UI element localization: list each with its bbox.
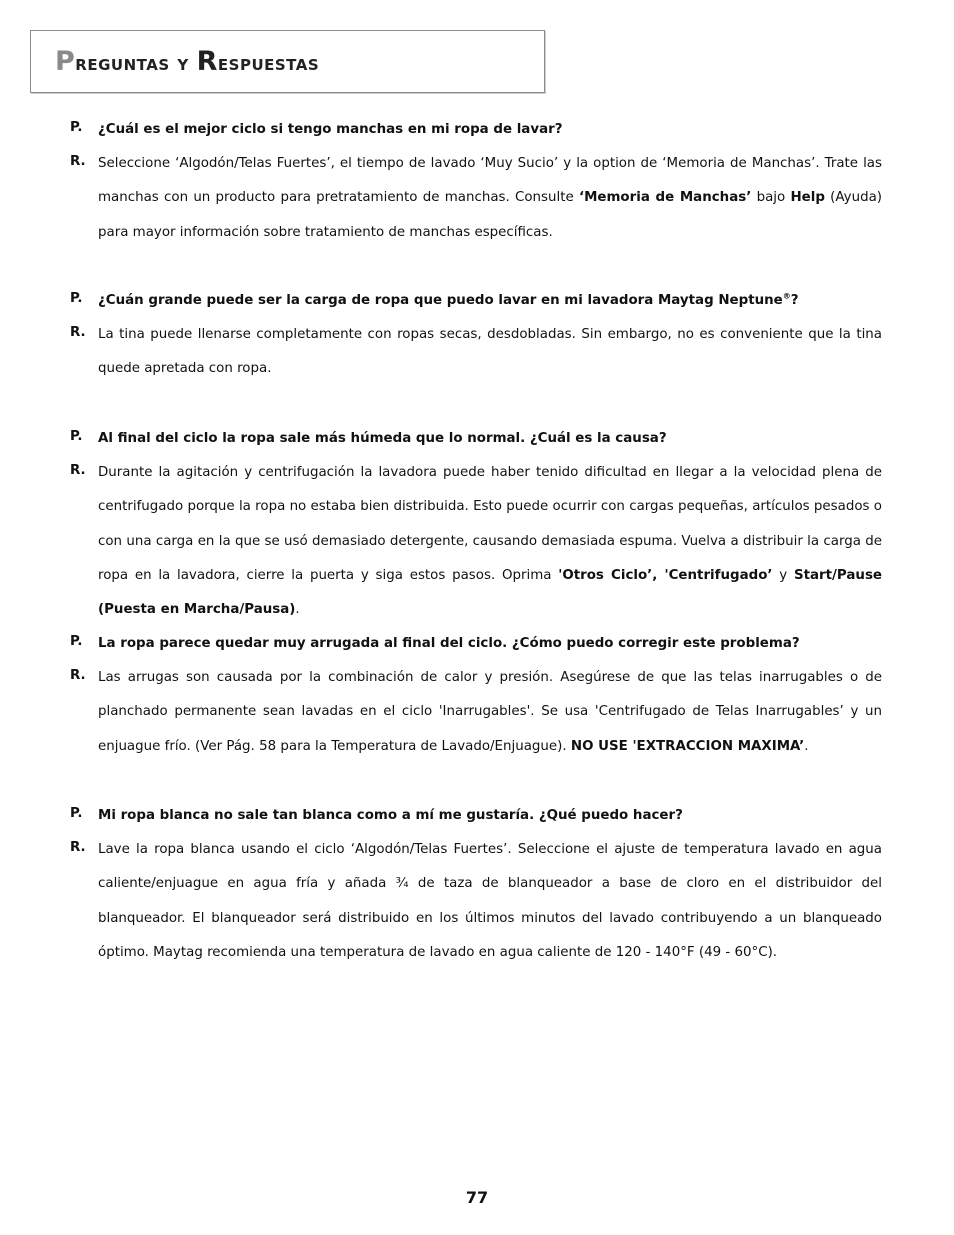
answer-text-part: Durante la agitación y centrifugación la lavadora puede haber tenido dificultad en llegar a la velocidad plena de centrifugado porque la ropa no estaba bien distribuida. Esto puede ocurrir con cargas pequeñas, artículos pesados o con una carga en la que se usó demasiado detergente, causando demasiada espuma. Vuelva a distribuir la carga de ropa en la lavadora, cierre la puerta y siga estos pasos. Oprima bbox=[98, 465, 882, 583]
answer-row bbox=[70, 456, 882, 627]
title-box bbox=[30, 30, 545, 93]
title-word-2: espuestas bbox=[217, 51, 320, 75]
question-row bbox=[70, 806, 882, 826]
title-initial-r: R bbox=[196, 46, 218, 77]
answer-label: R. bbox=[70, 840, 86, 855]
qa-item-4 bbox=[70, 634, 882, 764]
answer-text: La tina puede llenarse completamente con ropas secas, desdobladas. Sin embargo, no es conveniente que la tina quede apretada con ropa. bbox=[98, 327, 882, 377]
page-title bbox=[55, 46, 319, 77]
answer-label: R. bbox=[70, 325, 86, 340]
answer-row bbox=[70, 147, 882, 250]
question-label: P. bbox=[70, 806, 83, 821]
question-row bbox=[70, 291, 882, 311]
answer-text-part: Las arrugas son causada por la combinación de calor y presión. Asegúrese de que las telas inarrugables o de planchado permanente sean lavadas en el ciclo 'Inarrugables'. Se usa 'Centrifugado de Telas Inarrugables’ y un enjuague frío. (Ver Pág. 58 para la Temperatura de Lavado/Enjuague). bbox=[98, 670, 882, 754]
answer-emphasis: NO USE 'EXTRACCION MAXIMA’ bbox=[570, 738, 805, 754]
qa-item-2 bbox=[70, 291, 882, 387]
answer-text-part: . bbox=[804, 738, 809, 754]
question-label: P. bbox=[70, 634, 83, 649]
question-text: La ropa parece quedar muy arrugada al final del ciclo. ¿Cómo puedo corregir este problema? bbox=[98, 636, 800, 651]
title-word-1: reguntas y bbox=[75, 51, 197, 75]
answer-emphasis: 'Otros Ciclo’, 'Centrifugado’ bbox=[558, 567, 773, 583]
answer-text bbox=[98, 147, 882, 250]
question-row bbox=[70, 429, 882, 449]
qa-item-5 bbox=[70, 806, 882, 970]
answer-emphasis: Start/Pause (Puesta en Marcha/Pausa) bbox=[98, 567, 882, 618]
answer-emphasis: Help bbox=[790, 190, 825, 206]
question-row bbox=[70, 634, 882, 654]
answer-row bbox=[70, 833, 882, 970]
question-text-part: ¿Cuán grande puede ser la carga de ropa que puedo lavar en mi lavadora Maytag Neptune bbox=[98, 293, 783, 308]
answer-text: Lave la ropa blanca usando el ciclo ‘Algodón/Telas Fuertes’. Seleccione el ajuste de temperatura lavado en agua caliente/enjuague en agua fría y añada ¾ de taza de blanqueador a base de cloro en el distribuidor del blanqueador. El blanqueador será distribuido en los últimos minutos del lavado contribuyendo a un blanqueado óptimo. Maytag recomienda una temperatura de lavado en agua caliente de 120 - 140°F (49 - 60°C). bbox=[98, 842, 882, 960]
answer-text-part: (Ayuda) para mayor información sobre tratamiento de manchas específicas. bbox=[98, 190, 882, 240]
answer-text bbox=[98, 456, 882, 627]
answer-text-part: . bbox=[295, 602, 300, 618]
question-label: P. bbox=[70, 291, 83, 306]
question-text: Mi ropa blanca no sale tan blanca como a mí me gustaría. ¿Qué puedo hacer? bbox=[98, 808, 683, 823]
answer-label: R. bbox=[70, 154, 86, 169]
answer-text-part: Seleccione ‘Algodón/Telas Fuertes’, el tiempo de lavado ‘Muy Sucio’ y la option de ‘Memoria de Manchas’. Trate las manchas con un producto para pretratamiento de manchas. Consulte bbox=[98, 156, 882, 206]
answer-label: R. bbox=[70, 668, 86, 683]
answer-row bbox=[70, 661, 882, 764]
title-initial-p: P bbox=[55, 46, 76, 77]
answer-text bbox=[98, 661, 882, 764]
registered-mark: ® bbox=[782, 291, 791, 301]
qa-item-1 bbox=[70, 120, 882, 250]
answer-emphasis: ‘Memoria de Manchas’ bbox=[578, 190, 752, 206]
question-text-part: ? bbox=[790, 293, 799, 308]
question-text: ¿Cuál es el mejor ciclo si tengo manchas en mi ropa de lavar? bbox=[98, 122, 563, 137]
answer-text-part: y bbox=[772, 567, 794, 583]
question-text bbox=[98, 291, 882, 311]
question-text: Al final del ciclo la ropa sale más húmeda que lo normal. ¿Cuál es la causa? bbox=[98, 431, 667, 446]
qa-item-3 bbox=[70, 429, 882, 627]
question-label: P. bbox=[70, 120, 83, 135]
answer-label: R. bbox=[70, 463, 86, 478]
question-row bbox=[70, 120, 882, 140]
answer-text-part: bajo bbox=[751, 190, 791, 206]
answer-row bbox=[70, 318, 882, 387]
question-label: P. bbox=[70, 429, 83, 444]
page-number: 77 bbox=[465, 1188, 489, 1207]
